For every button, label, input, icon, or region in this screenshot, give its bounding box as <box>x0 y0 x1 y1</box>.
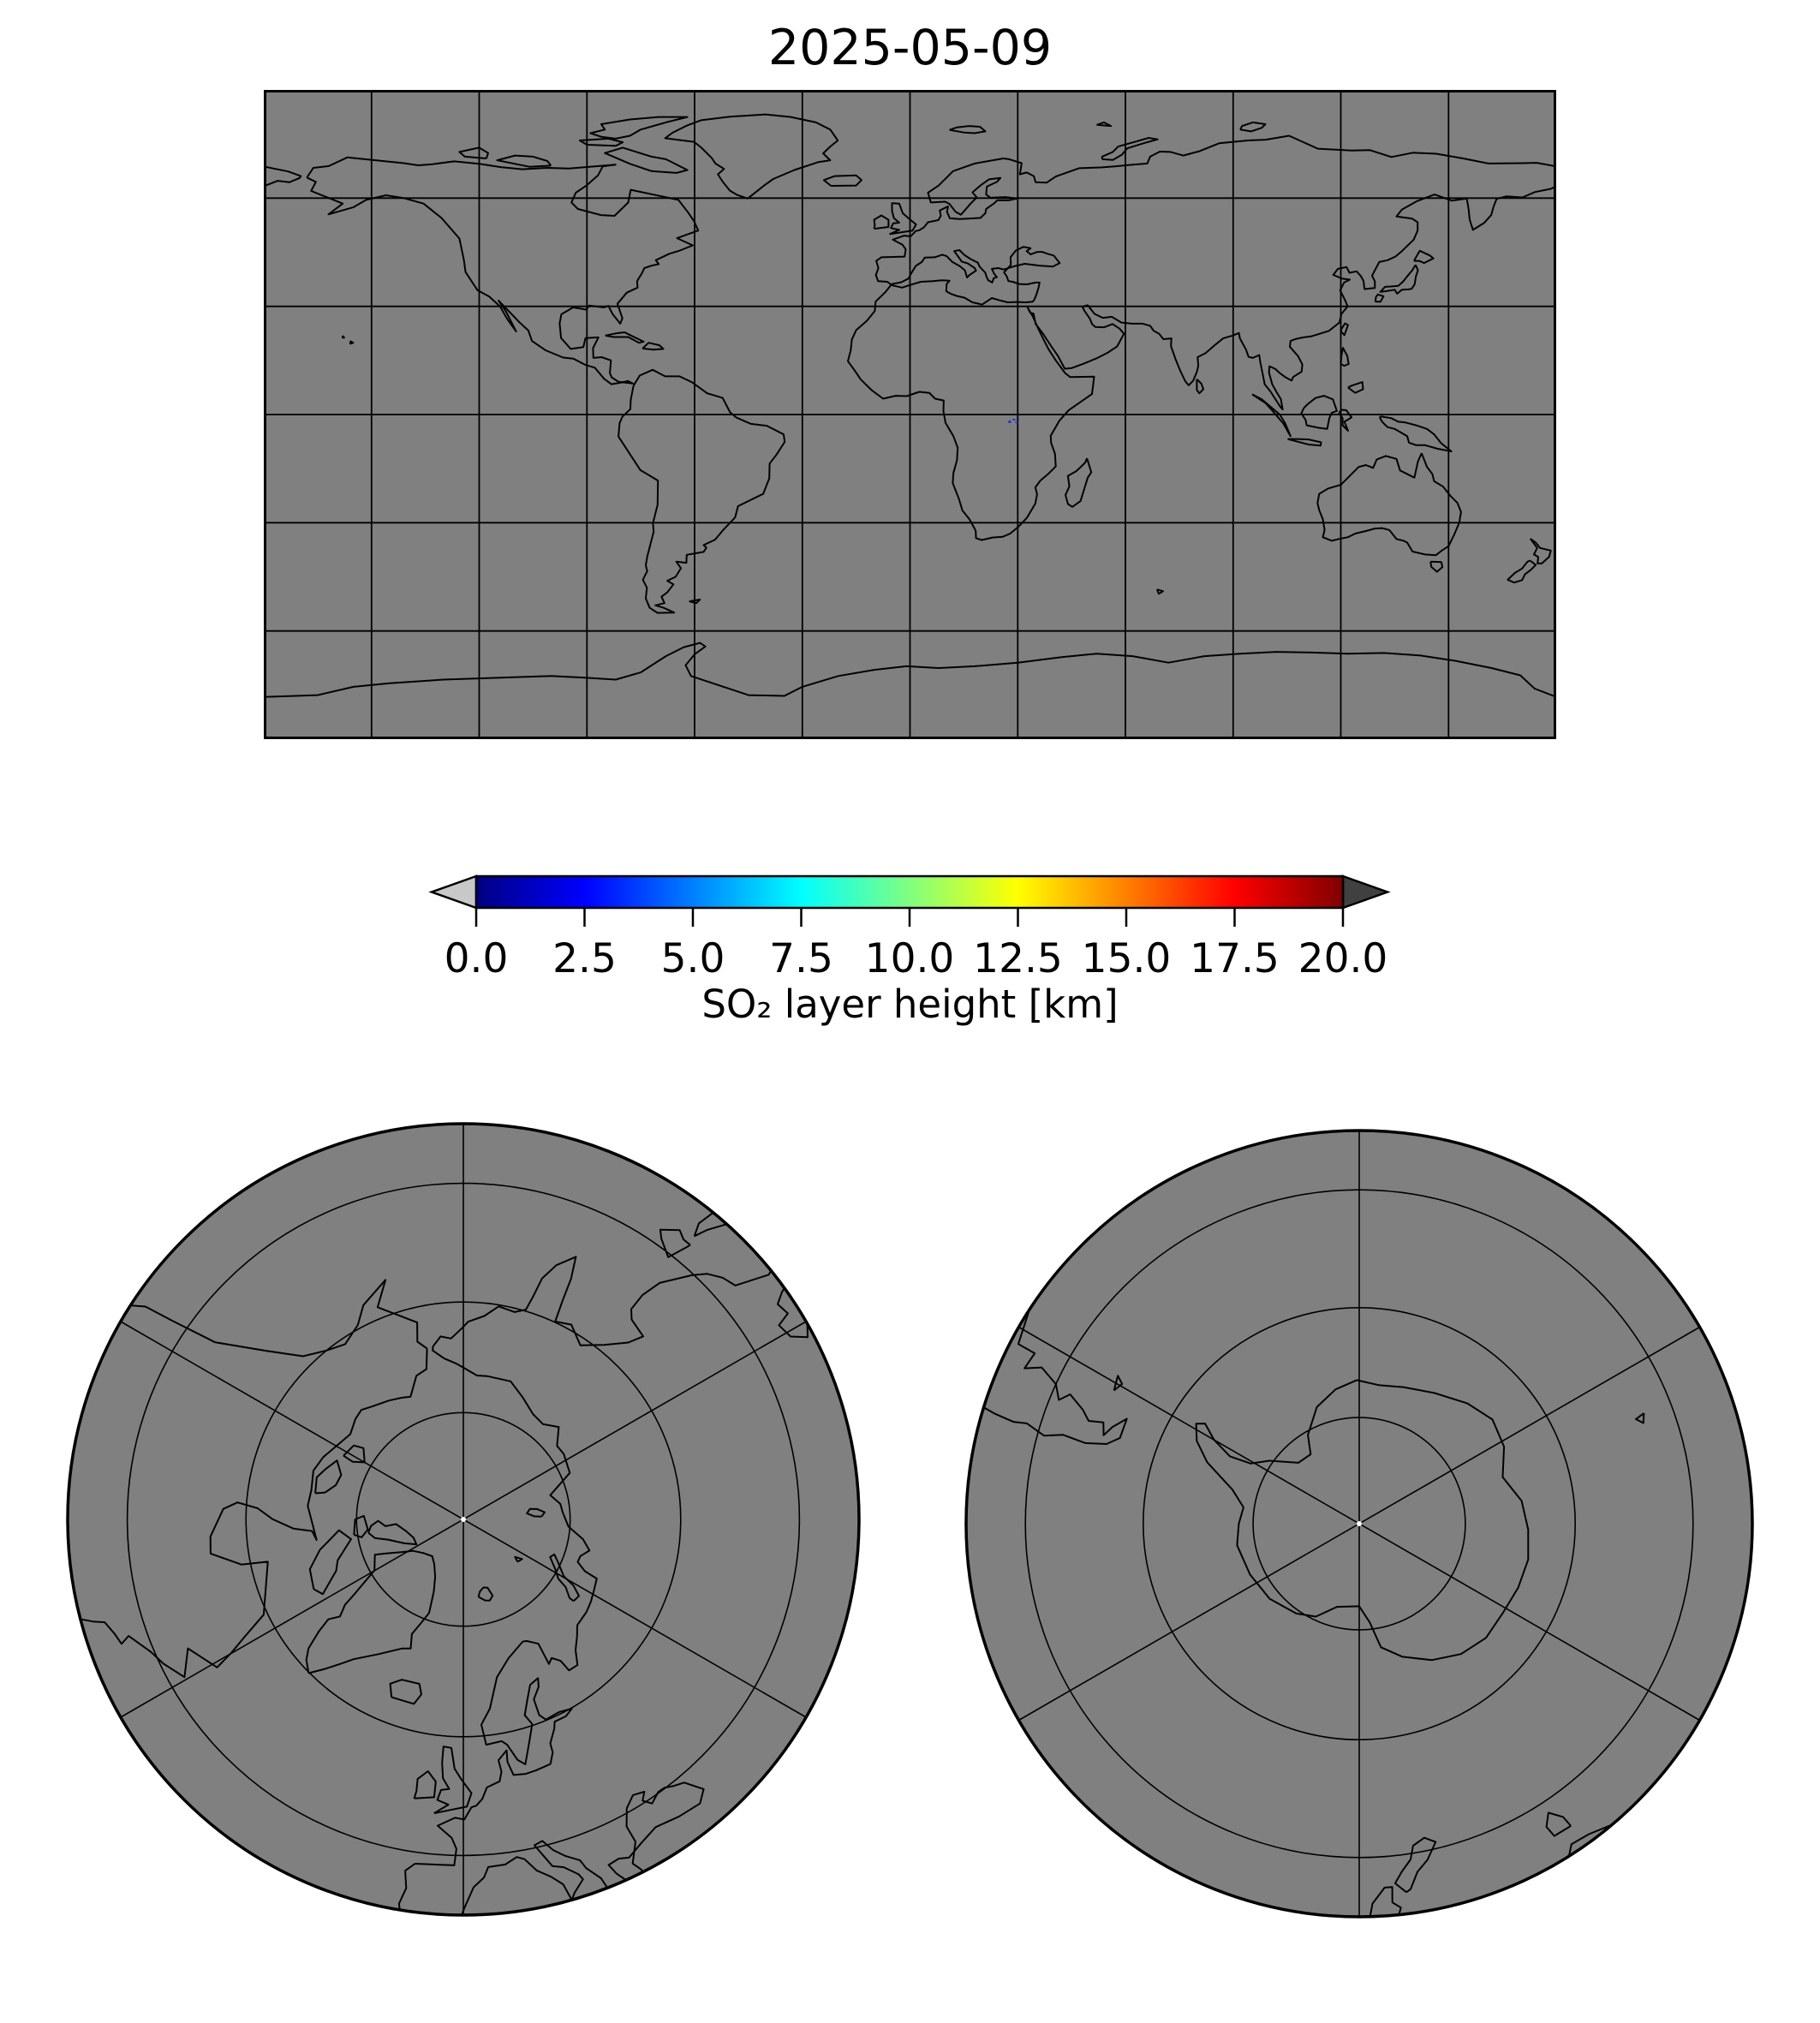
colorbar-tick-label: 15.0 <box>1081 935 1172 982</box>
colorbar-under-arrow <box>432 876 476 908</box>
coastline-hawaii-oahu <box>342 337 344 338</box>
pole-marker <box>1357 1521 1362 1526</box>
colorbar-tick-label: 0.0 <box>444 935 509 982</box>
pole-marker <box>461 1517 466 1522</box>
colorbar-tick-label: 2.5 <box>552 935 617 982</box>
colorbar-axis-label: SO₂ layer height [km] <box>701 982 1119 1027</box>
colorbar-tick-label: 7.5 <box>769 935 833 982</box>
coastline-madagascar <box>1717 1123 1760 1170</box>
colorbar-tick-label: 5.0 <box>660 935 725 982</box>
colorbar-ticks <box>476 908 1343 927</box>
north-polar-map <box>61 1117 866 1922</box>
coastline-hawaii-big <box>350 342 354 344</box>
south-polar-map <box>958 1123 1760 1925</box>
colorbar-tick-label: 12.5 <box>973 935 1063 982</box>
colorbar-gradient-bar <box>476 876 1343 908</box>
coastline-kyushu <box>792 1220 815 1237</box>
colorbar-over-arrow <box>1343 876 1387 908</box>
colorbar-tick-label: 10.0 <box>864 935 955 982</box>
colorbar-tick-label: 17.5 <box>1190 935 1280 982</box>
colorbar <box>403 855 1422 940</box>
world-map <box>264 90 1556 739</box>
figure-title: 2025-05-09 <box>767 20 1053 76</box>
colorbar-tick-label: 20.0 <box>1298 935 1388 982</box>
coastline-afro-eurasia <box>1477 1123 1737 1137</box>
